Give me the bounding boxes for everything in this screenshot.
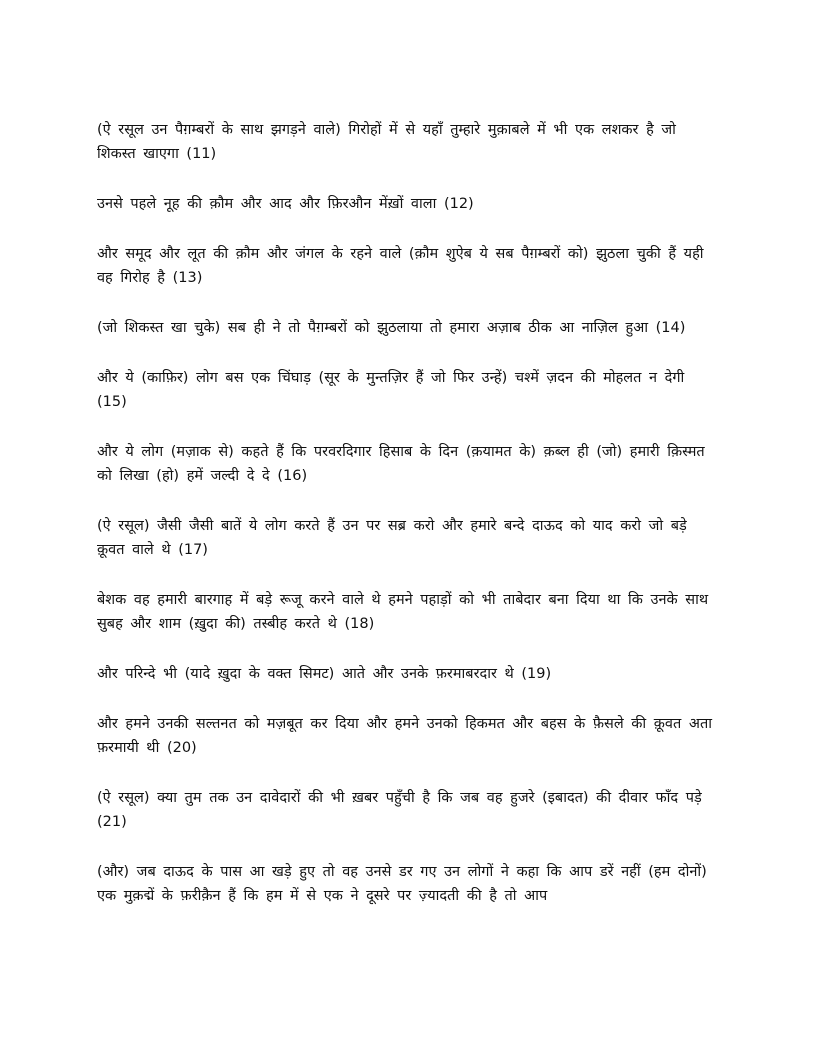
- verse-17: (ऐ रसूल) जैसी जैसी बातें ये लोग करते हैं उन पर सब्र करो और हमारे बन्दे दाऊद को याद करो जो बड़े क़ूवत वाले थे (17): [97, 518, 687, 558]
- verse-20: और हमने उनकी सल्तनत को मज़बूत कर दिया और हमने उनको हिकमत और बहस के फ़ैसले की क़ूवत अता फ़रमायी थी (20): [97, 716, 712, 756]
- verse-21: (ऐ रसूल) क्या तुम तक उन दावेदारों की भी ख़बर पहुँची है कि जब वह हुजरे (इबादत) की दीवार फाँद पड़े (21): [97, 790, 702, 830]
- verse-15: और ये (काफ़िर) लोग बस एक चिंघाड़ (सूर के मुन्तज़िर हैं जो फिर उन्हें) चश्में ज़दन की मोहलत न देगी (15): [97, 370, 685, 410]
- verse-12: उनसे पहले नूह की क़ौम और आद और फ़िरऔन मेंख़ों वाला (12): [97, 196, 474, 212]
- verse-19: और परिन्दे भी (यादे ख़ुदा के वक्त सिमट) आते और उनके फ़रमाबरदार थे (19): [97, 666, 552, 682]
- verse-13: और समूद और लूत की क़ौम और जंगल के रहने वाले (क़ौम शुऐब ये सब पैग़म्बरों को) झुठला चुकी हैं यही वह गिरोह है (13): [97, 246, 704, 286]
- verse-22: (और) जब दाऊद के पास आ खड़े हुए तो वह उनसे डर गए उन लोगों ने कहा कि आप डरें नहीं (हम दोनों) एक मुक़द्में के फ़रीक़ैन हैं कि हम में से एक ने दूसरे पर ज़्यादती की है तो आप: [97, 864, 707, 904]
- verse-16: और ये लोग (मज़ाक से) कहते हैं कि परवरदिगार हिसाब के दिन (क़यामत के) क़ब्ल ही (जो) हमारी क़िस्मत को लिखा (हो) हमें जल्दी दे दे (16): [97, 444, 705, 484]
- verse-11: (ऐ रसूल उन पैग़म्बरों के साथ झगड़ने वाले) गिरोहों में से यहाँ तुम्हारे मुक़ाबले में भी एक लशकर है जो शिकस्त खाएगा (11): [97, 122, 676, 162]
- verse-list: [97, 118, 721, 934]
- verse-14: (जो शिकस्त खा चुके) सब ही ने तो पैग़म्बरों को झुठलाया तो हमारा अज़ाब ठीक आ नाज़िल हुआ (14): [97, 320, 686, 336]
- verse-18: बेशक वह हमारी बारगाह में बड़े रूजू करने वाले थे हमने पहाड़ों को भी ताबेदार बना दिया था कि उनके साथ सुबह और शाम (ख़ुदा की) तस्बीह करते थे (18): [97, 592, 709, 632]
